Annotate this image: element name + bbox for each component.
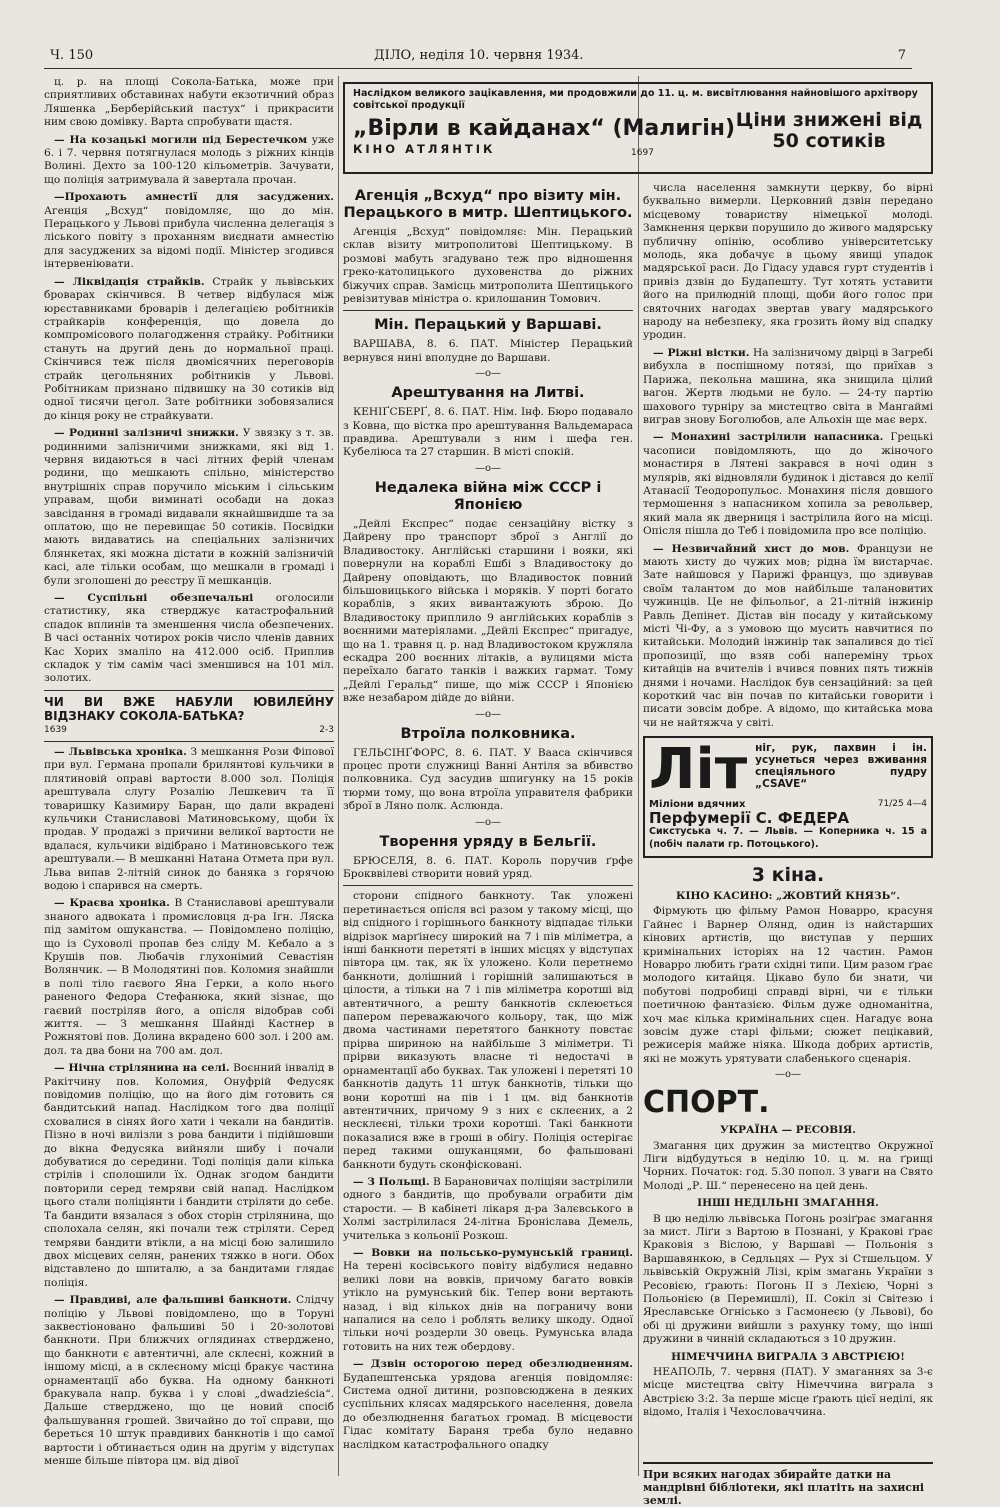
paragraph: Агенція „Всхуд“ повідомляє: Мін. Перацький склав візиту митрополитові Шептицькому. В розмові мабуть згадувано теж про відношення греко-католицького духовенства до ріжних біжучих справ. Замісць митрополита Шептицького ревізитував міністра о. крилошанин Томович.: [343, 226, 633, 306]
paragraph-heading: — Вовки на польсько-румунській границі.: [353, 1246, 633, 1259]
paragraph: — Ріжні вістки. На залізничому двірці в Загребі вибухла в поспішному потязі, що приїхав з Парижа, пекольна машина, яка знищила цілий вагон. Жертв людьми не було. — 24-ту партію шахового турніру за мистецтво світа в Мангаймі виграв знову Боголюбов, але Альохін ще має верх.: [643, 346, 933, 426]
paragraph: ц. р. на площі Сокола-Батька, може при сприятливих обставинах набути екзотичний образ Ляшенка „Берберійський пастух“ і прикрасити ним свою домівку. Варта спробувати щастя.: [44, 76, 334, 129]
paragraph: — Ліквідація страйків. Страйк у львівських броварах скінчився. В четвер відбулася між юрєставниками броварів і делегацією робітників страйкарів конференція, що довела до компромісового полагодження страйку. Робітники стануть на другий день до нормальної праці. Скінчився теж після двомісячних переговорів страйк цегольняних робітників у Львові. Робітникам признано підвишку на 30 сотиків від одної тисячи цегол. Зате робітники зобовязалися до кінця року не страйкувати.: [44, 275, 334, 422]
divider: [343, 885, 633, 886]
divider: [44, 690, 334, 691]
article-title: Агенція „Всхуд“ про візиту мін. Перацького в митр. Шептицького.: [343, 188, 633, 221]
lit-ad-perfumery: Перфумерії С. ФЕДЕРА: [649, 808, 850, 827]
column-1: [44, 76, 334, 1476]
cinema-ad-verly: Наслідком великого зацікавлення, ми продовжили до 11. ц. м. висвітлювання найновішого архітвору совітської продукції „Вірли в кайданах“ (Малигін) КІНО АТЛЯНТІК 1697 Ціни знижені від 50 сотиків: [343, 82, 933, 174]
separator: —o—: [474, 708, 502, 720]
paragraph-heading: — Львівська хроніка.: [54, 745, 187, 758]
article-title: Арештування на Литві.: [391, 385, 585, 402]
paragraph-heading: — Правдиві, але фальшиві банкноти.: [54, 1294, 292, 1307]
section-title-cinema: 3 кіна.: [751, 863, 825, 886]
paragraph: — Нічна стрілянина на селі. Воєнний інвалід в Ракітчину пов. Коломия, Онуфрій Федусяк повідомив поліцію, що на його дім готовить ся бандитський напад. Наслідком того два поліції сховалися в сінях його хати і чекали на бандитів. Пізно в ночі вилізли з рова бандити і підійшовши до вікна Федусяка вийняли шибу і почали добуватися до середини. Тоді поліція дали кілька стрілів і сполошили їх. Однак згодом бандити повторили серед темряви свій напад. Наслідком цього стали поліціянти і бандити стріляти до себе. Та бандити вязалася з обох сторін стрілянина, що сполохала селян, які почали теж стріляти. Серед темряви бандити втікли, а на місці бою залишило двох місцевих селян, ранених тяжко в ноги. Обох відставлено до шпиталю, а за бандитами глядає поліція.: [44, 1062, 334, 1289]
paragraph: — Львівська хроніка. З мешкання Рози Фіпової при вул. Германа пропали брилянтові кульчики в плятиновій оправі вартости 8.000 зол. Поліція арештувала слугу Розалію Лешкевич та її товаришку Казимиру Баран, що дали вкрадені кульчики Станиславові Матиновському, щоби їх продав. У продажі з причини великої вартости не вдалася, кульчики відібрано і Матиновського теж арештували.— В мешканні Натана Отмета при вул. Льва випав 2-літній синок до баняка з горячою водою і спарився на смерть.: [44, 745, 334, 892]
paragraph-heading: —Прохають амнестії для засуджених.: [54, 191, 334, 204]
paragraph: — На козацькі могили під Берестечком уже 6. і 7. червня потягнулася молодь з ріжних кінців Волині. Дехто за 100-120 кільометрів. Зачувати, що поліція затримувала й завертала прочан.: [44, 133, 334, 186]
sport-subtitle: ІНШІ НЕДІЛЬНІ ЗМАГАННЯ.: [697, 1197, 879, 1210]
paragraph-heading: — Родинні залізничі знижки.: [54, 427, 239, 440]
page-number-left: Ч. 150: [50, 48, 94, 63]
paragraph: НЕАПОЛЬ, 7. червня (ПАТ). У змаганнях за 3-є місце мистецтва світу Німеччина виграла з Австрією 3:2. За перше місце ґрають цієї неділі, як відомо, Італія і Чехословаччина.: [643, 1366, 933, 1419]
paragraph: — Суспільні обезпечальні оголосили статистику, яка стверджує катастрофальний спадок вплинів та зменшення числа обезпечених. В часі останніх чотирох років число членів давних Кас Хорих змаліло на 412.000 осіб. Приплив складок у тім самім часі зменшився на 101 міл. золотих.: [44, 592, 334, 685]
paragraph: ВАРШАВА, 8. 6. ПАТ. Міністер Перацький вернувся нині вполудне до Варшави.: [343, 338, 633, 364]
lit-ad: Літ ніг, рук, пахвин і ін. усунеться через вживання спеціяльного пудру „CSAVE“ Міліони вдячних 71/25 4—4 Перфумерії С. ФЕДЕРА Сикстуська ч. 7. — Львів. — Коперника ч. 15 а (побіч палати гр. Потоцького).: [643, 736, 933, 858]
paragraph: — Вовки на польсько-румунській границі. На терені косівського повіту відбулися недавно великі лови на вовків, причому багато вовків утікло на румунський бік. Тепер вони вертають назад, і від кількох днів на пограничу вони напалися на село і роблять велику шкоду. Одної тільки ночі роздерли 30 овець. Румунська влада готовить на них теж обердову.: [343, 1246, 633, 1353]
column-divider: [338, 76, 339, 1476]
column-2: [343, 182, 633, 1476]
paragraph-heading: — Незвичайний хист до мов.: [653, 542, 850, 555]
paragraph-heading: — Монахині застрілили напасника.: [653, 431, 884, 444]
paragraph: — Монахині застрілили напасника. Грецькі часописи повідомляють, що до жіночого монастиря в Лятені закрався в ночі один з мулярів, які відновляли будинок і дістався до келії Атанасії Теодоропульос. Монахиня після довшого термошення з напасником хопила за револьвер, який мала як дверниця і застрілила його на місці. Опісля пішла до Теб і повідомила про все поліцію.: [643, 431, 933, 538]
paragraph-heading: — Нічна стрілянина на селі.: [54, 1062, 230, 1075]
separator: —o—: [474, 368, 502, 380]
article-title: Мін. Перацький у Варшаві.: [374, 317, 602, 334]
article-title: Втроїла полковника.: [400, 725, 576, 742]
paragraph: — Незвичайний хист до мов. Французи не мають хисту до чужих мов; рідна їм вистарчає. Зате найшовся у Парижі француз, що здивував своїм талантом до мов найбільше талановитих чужинців. Це не фільольоґ, а 21-літній інжинір Равль Депінет. Дістав він посаду у китайському місті Чі-Фу, а з умовою що мусить навчитися по китайськи. Молодий інжинір так запалився до тієї пропозиції, що взяв собі напереміну трьох китайців на вчителів і вчився повних пять тижнів днями і ночами. Наслідок був сензаційний: за цей короткий час він почав по китайськи говорити і писати зовсім добре. А відомо, що китайська мова чи не найтяжча у світі.: [643, 542, 933, 729]
sport-subtitle: УКРАЇНА — РЕСОВІЯ.: [720, 1124, 856, 1137]
column-3: [643, 182, 933, 1458]
paragraph: КЕНІҐСБЕРҐ, 8. 6. ПАТ. Нім. Інф. Бюро подавало з Ковна, що вістка про арештування Вальдемараса правдива. Арештували з ним і шефа ген. Кубеліюса та 27 старшин. В місті спокій.: [343, 406, 633, 459]
separator: —o—: [474, 816, 502, 828]
article-title: Недалека війна між СССР і Японією: [374, 479, 602, 513]
ad-title: „Вірли в кайданах“ (Малигін): [353, 116, 736, 141]
divider: [44, 741, 334, 742]
separator: —o—: [474, 462, 502, 474]
paragraph: БРЮСЕЛЯ, 8. 6. ПАТ. Король поручив ґрфе Брокввілеві створити новий уряд.: [343, 854, 633, 880]
paragraph: — Родинні залізничі знижки. У звязку з т. зв. родинними залізничими знижками, які від 1. червня видаються в часі літних ферій членам родини, що мешкають спільно, міністерство внутрішніх справ поручило міським і сільським управам, щоби виминаті особади на доказ завсідання в громаді видавали якнайшвидше та за оплатою, що не перевищає 50 сотиків. Посвідки мають видаватись на спеціальних залізничих блянкетах, які можна дістати в кожній залізничій касі, але тільки особам, що мешкали в громаді і були зголошені до реєстру її мешканців.: [44, 427, 334, 587]
separator: —o—: [774, 1069, 802, 1081]
lit-ad-title: Літ: [649, 737, 748, 803]
paragraph-heading: — Ріжні вістки.: [653, 346, 750, 359]
masthead: [44, 48, 912, 69]
section-title-sport: СПОРТ.: [643, 1085, 770, 1121]
paragraph: —Прохають амнестії для засуджених. Агенція „Всхуд“ повідомляє, що до мін. Перацького у Львові прибула численна делегація з ліського повіту з проханням виєднати амнестію для засуджених за відомі події. Міністер згодився інтервеніювати.: [44, 191, 334, 271]
paragraph: — Правдиві, але фальшиві банкноти. Слідчу поліцію у Львові повідомлено, що в Торуні заквестіоновано фальшиві 50 і 20-золотові банкноти. При ближчих оглядинах стверджено, що банкноти є автентичні, але склеєні, кожний в іншому місці, а в склеєному місці бракує частина орнаментації або буква. На одному банкноті бракувала напр. буква і у слові „dwadzieścia“. Дальше стверджено, що це новий спосіб фальшування грошей. Звичайно до тої справи, що береться 10 штук правдивих банкнотів і що самої вартости і обтинається один на другім у відступах менше більше півтора цм. від дівої: [44, 1294, 334, 1467]
sokol-question: ЧИ ВИ ВЖЕ НАБУЛИ ЮВИЛЕЙНУ ВІДЗНАКУ СОКОЛА-БАТЬКА? 1639 2-3: [44, 694, 334, 735]
paragraph: сторони спідного банкноту. Так уложені перетинається опісля всі разом у такому місці, що від спідного і горішнього банкноту відпадає тільки відрізок марґінесу широкий на 7 і пів міліметра, а інші банкноти перетяті в інших місцях у відступах півтора цм. так, як їх уложено. Коли перетнемо банкноти, долішний і горішній залишаються в цілости, а тільки на 7 і пів міліметра коротші від автентичного, а решту банкнотів склеюється папером переважаючого кольору, так, що між двома частинами перетятого банкноту повстає прірва шириною на найбільше 3 міліметри. Ті прірви виказують власне ті недостачі в орнаментації або буквах. Так уложені і перетяті 10 банкнотів дадуть 11 штук банкнотів, тільки що вони коротші на пів і 1 цм. від банкнотів автентичних, причому 9 з них є склеєних, а 2 несклеєні, тільки трохи коротші. Такі банкноти показалися вже в гроші в обігу. Поліція остерігає перед такими ошуканцями, бо фальшовані банкноти будуть сконфісковані.: [343, 890, 633, 1171]
column-divider: [638, 76, 639, 1476]
paragraph-heading: — Суспільні обезпечальні: [54, 592, 254, 605]
divider: [343, 310, 633, 311]
paragraph-heading: — Ліквідація страйків.: [54, 275, 205, 288]
article-title: Творення уряду в Бельгії.: [379, 833, 597, 850]
paragraph-heading: — На козацькі могили під Берестечком: [54, 133, 308, 146]
library-appeal: При всяких нагодах збирайте датки на мандрівні бібліотеки, які платіть на захисні землі.: [643, 1462, 933, 1507]
paragraph: Змагання цих дружин за мистецтво Окружної Ліги відбудуться в неділю 10. ц. м. на ґрищі Чорних. Початок: год. 5.30 попол. З уваги на Свято Молоді „Р. Ш.“ перенесено на цей день.: [643, 1139, 933, 1192]
sport-subtitle: НІМЕЧЧИНА ВИГРАЛА З АВСТРІЄЮ!: [671, 1350, 905, 1363]
paragraph: — З Польщі. В Барановичах поліціяи застрілили одного з бандитів, що пробували ограбити дім старости. — В кабінеті лікаря д-ра Залєвського в Холмі застрілилася 24-літна Броніслава Демель, учителька з кольонії Розкош.: [343, 1175, 633, 1242]
masthead-title: ДІЛО, неділя 10. червня 1934.: [374, 48, 584, 63]
ad-price: Ціни знижені від 50 сотиків: [735, 109, 923, 152]
paragraph-heading: — Дзвін осторогою перед обезлюдненням.: [353, 1358, 633, 1371]
page-number-right: 7: [897, 48, 906, 63]
paragraph: „Дейлі Експрес“ подає сензаційну вістку з Дайрену про транспорт зброї з Англії до Владивостоку. Англійські старшини і вояки, які повернули на кораблі Ешбі з Владивостоку до Дайрену оповідають, що Владивосток повний більшовицького війська і моряків. У порті богато кораблів, з яких вивантажують зброю. До Владивостоку приплило 9 англійських кораблів з воєнними матеріялами. „Дейлі Експрес“ пригадує, що на 1. травня ц. р. над Владивостоком кружляла ескадра 200 воєнних літаків, а вулицями міста переїхало багато танків і важких гармат. Тому „Дейлі Геральд“ пише, що між СССР і Японією вже незабаром дійде до війни.: [343, 517, 633, 705]
paragraph-heading: — З Польщі.: [353, 1175, 430, 1188]
paragraph: — Краєва хроніка. В Станиславові арештували знаного адвоката і промисловця д-ра Ігн. Ляска під замітом ошуканства. — Повідомлено поліцію, що із Суховолі пропав без сліду М. Кебало а з Крушів пов. Любачів глухонімий Севастіян Волянчик. — В Молодятині пов. Коломия знайшли в полі тіло гаєвого Яна Герки, а коло нього раненого Федора Стефанюка, який зізнає, що гаєвий постріляв його, а опісля відобрав собі життя. — З мешкання Шайнді Кастнер в Рожнятові пов. Долина вкрадено 600 зол. і 200 ам. дол. та два бони на 700 ам. дол.: [44, 897, 334, 1057]
paragraph-heading: — Краєва хроніка.: [54, 897, 170, 910]
paragraph: Фірмують цю фільму Рамон Новарро, красуня Гайнес і Варнер Олянд, один із найстарших кінових артистів, що виступав у перших кримінальних історіях на 12 частин. Рамон Новарро любить ґрати східні типи. Цим разом ґрає молодого китайця. Цікаво було би знати, чи побутові подробиці справді вірні, чи є тільки поетичною фантазією. Фільм дуже одноманітна, хоч має кілька кримінальних сцен. Нагадує вона зовсім дуже старі фільми; сюжет пецікавий, режисерія майже ніяка. Шкода добрих артистів, які не можуть урятувати слабенького сценарія.: [643, 905, 933, 1065]
ad-cinema: КІНО АТЛЯНТІК: [353, 142, 496, 156]
paragraph: ГЕЛЬСІНҐФОРС, 8. 6. ПАТ. У Вааса скінчився процес проти служниці Ванні Антіля за вбивство полковника. Суд засудив шпигунку на 15 років тюрми тому, що вона втроїла управителя фабрики зброї в Ляно полк. Аслюнда.: [343, 746, 633, 813]
paragraph: — Дзвін осторогою перед обезлюдненням. Будапештенська урядова агенція повідомляє: Система одної дитини, розповсюджена в деяких суспільних клясах мадярського населення, довела до обезлюднення багатьох громад. В місцевости Гідас комітату Бараня треба було недавно наслідком катастрофального опадку: [343, 1358, 633, 1451]
paragraph: числа населення замкнути церкву, бо вірні буквально вимерли. Церковний дзвін передано місцевому товариству німецької молоді. Замкнення церкви порушило до живого мадярську публичну опінію, особливо університетську молодь, яка добачує в цьому явищі упадок мадярської раси. До Гідасу удався гурт студентів і привіз дзвін до Будапешту. Тут хотять уставити його на прилюдній площі, щоби його голос при святочних нагодах звертав увагу мадярського народу на небезпеку, яка грозить йому від спадку уродин.: [643, 182, 933, 342]
paragraph: В цю неділю львівська Погонь розіґрає змагання за мист. Ліґи з Вартою в Познані, у Кракові ґрає Краковія з Віслою, у Варшаві — Польонія з Варшавянкою, в Седльцях — Рух зі Стшельцом. У львівській Окружній Лізі, крім змагань України з Ресовією, ґрають: Погонь II з Лехією, Чорні з Польонією (в Перемишлі), II. Сокіл зі Світезю і Яреславське Огнісько з Гасмонеєю (у Львові), бо обі ці дружини вийшли з рахунку тому, що інші дружини в чинній складаються з 10 дружин.: [643, 1212, 933, 1346]
cinema-subtitle: КІНО КАСИНО: „ЖОВТИЙ КНЯЗЬ“.: [676, 889, 900, 902]
